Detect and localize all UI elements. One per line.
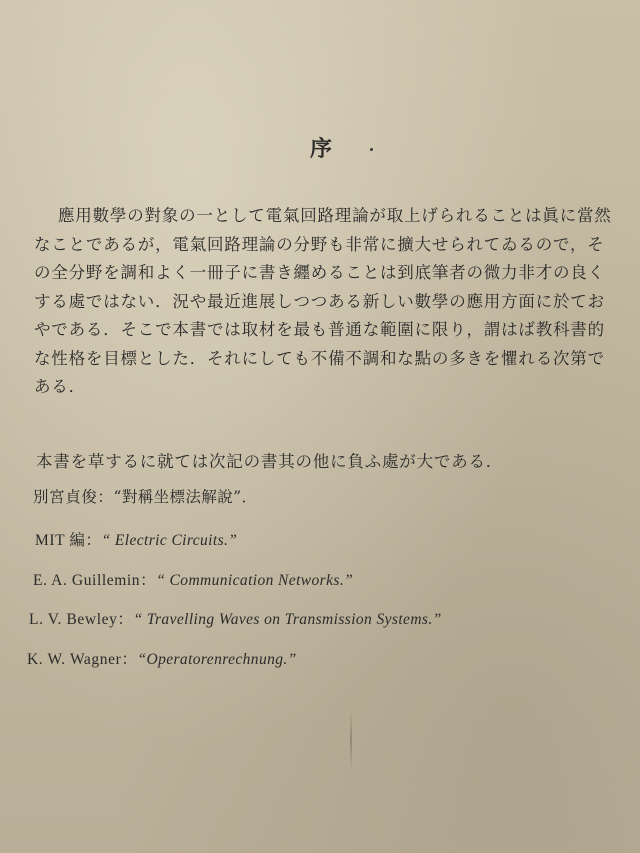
reference-title: “對稱坐標法解說”． xyxy=(113,488,258,506)
reference-title: “ Electric Circuits.” xyxy=(101,532,238,549)
reference-author: MIT 編： xyxy=(35,532,102,549)
paragraph-line: 應用數學の對象の一として電氣回路理論が取上げられることは眞に當然 xyxy=(58,206,612,225)
preface-paragraph xyxy=(34,202,614,402)
reference-author: K. W. Wagner： xyxy=(27,651,138,668)
reference-author: 別宮貞俊： xyxy=(33,489,114,506)
reference-author: E. A. Guillemin： xyxy=(33,572,157,589)
reference-item xyxy=(29,607,442,629)
paragraph-line: なことであるが，電氣回路理論の分野も非常に擴大せられてゐるので，そ xyxy=(34,234,605,254)
paragraph-line: な性格を目標とした．それにしても不備不調和な點の多きを懼れる次第で xyxy=(34,348,605,368)
paragraph-line: の全分野を調和よく一冊子に書き纒めることは到底筆者の微力非才の良く xyxy=(34,263,605,282)
reference-author: L. V. Bewley： xyxy=(29,611,134,628)
reference-item xyxy=(33,485,257,507)
reference-title: “ Communication Networks.” xyxy=(156,572,354,589)
page-title: 序 xyxy=(310,136,335,162)
reference-item xyxy=(27,647,297,669)
reference-item xyxy=(33,568,353,590)
reference-title: “Operatorenrechnung.” xyxy=(137,651,297,668)
ink-dot xyxy=(370,148,373,151)
paragraph-line: やである．そこで本書では取材を最も普通な範圍に限り，謂はば教科書的 xyxy=(34,320,605,339)
paragraph-line: ある． xyxy=(34,377,86,396)
reference-title: “ Travelling Waves on Transmission Systems.” xyxy=(133,611,442,628)
paper-crease-mark xyxy=(350,710,352,770)
paragraph-line: する處ではない．況や最近進展しつつある新しい數學の應用方面に於てお xyxy=(34,291,605,311)
references-intro: 本書を草するに就ては次記の書其の他に負ふ處が大である． xyxy=(36,452,504,471)
reference-item xyxy=(35,528,237,550)
